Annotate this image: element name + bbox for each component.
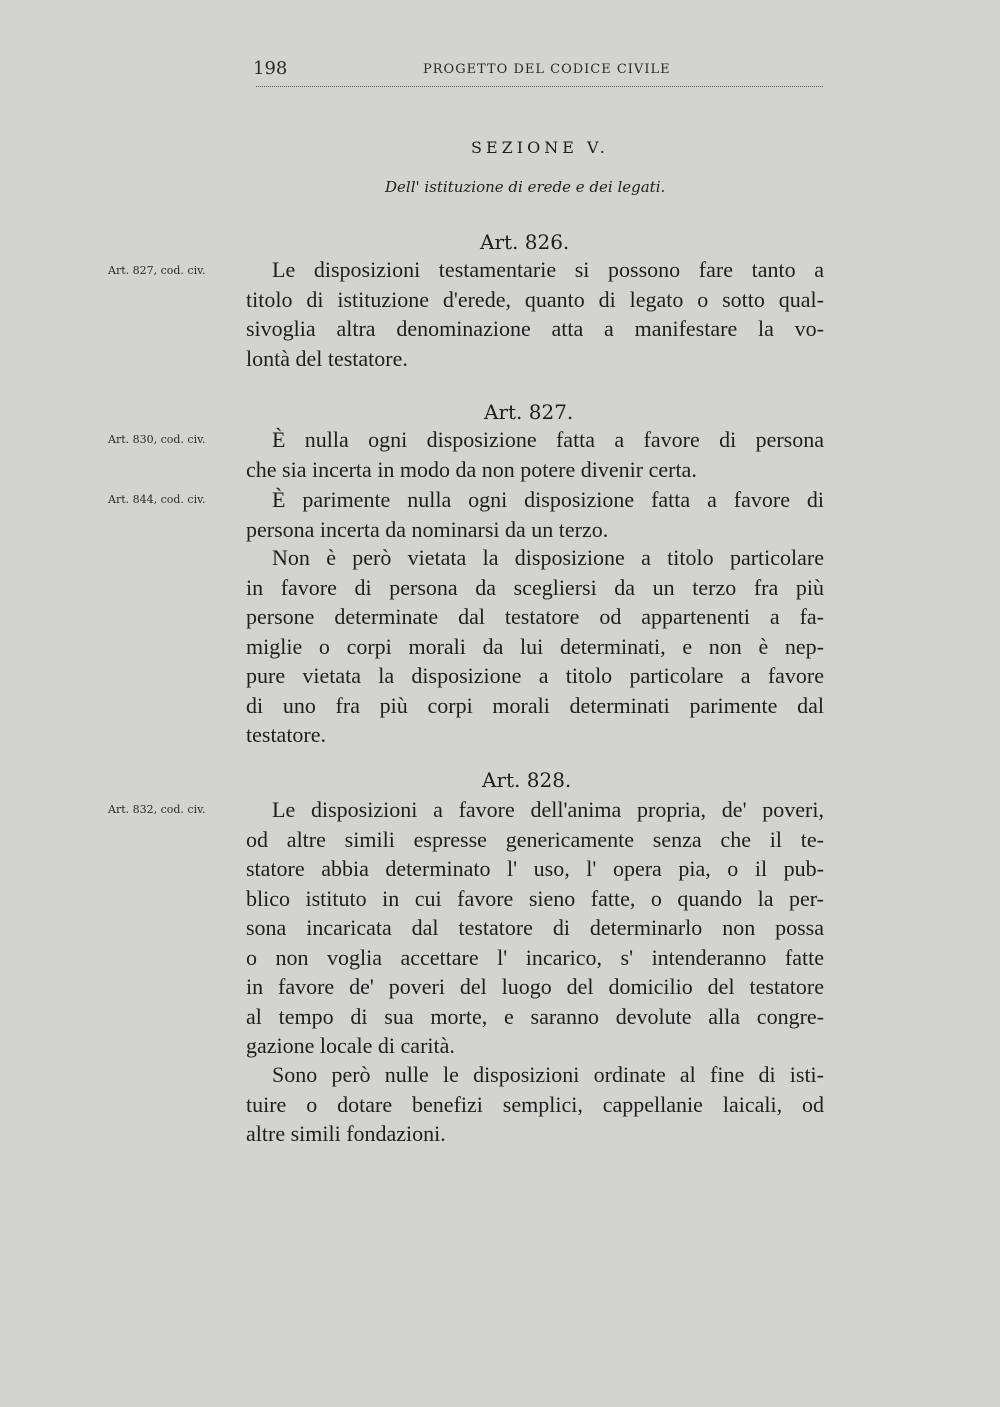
article-828-heading: Art. 828. xyxy=(482,768,572,792)
text-line: o non voglia accettare l' incarico, s' intenderanno fatte xyxy=(246,944,824,970)
text-line: Le disposizioni a favore dell'anima propria, de' poveri, xyxy=(272,797,824,822)
margin-note: Art. 827, cod. civ. xyxy=(108,264,206,277)
text-line: pure vietata la disposizione a titolo particolare a favore xyxy=(246,663,824,688)
text-line: È nulla ogni disposizione fatta a favore di persona xyxy=(272,427,824,452)
text-line: di uno fra più corpi morali determinati parimente dal xyxy=(246,692,824,718)
article-826-heading: Art. 826. xyxy=(480,230,570,254)
margin-note: Art. 830, cod. civ. xyxy=(108,433,206,446)
text-line: lontà del testatore. xyxy=(246,345,408,371)
text-line: Sono però nulle le disposizioni ordinate al fine di isti- xyxy=(272,1062,824,1087)
article-828-paragraph-1 xyxy=(246,795,824,1061)
text-line: che sia incerta in modo da non potere divenir certa. xyxy=(246,456,697,482)
text-line: miglie o corpi morali da lui determinati, e non è nep- xyxy=(246,633,824,659)
text-line: sona incaricata dal testatore di determinarlo non possa xyxy=(246,915,824,940)
text-line: persona incerta da nominarsi da un terzo. xyxy=(246,516,609,542)
article-828-paragraph-2 xyxy=(246,1060,824,1149)
text-line: È parimente nulla ogni disposizione fatta a favore di xyxy=(272,487,824,512)
header-rule xyxy=(256,86,823,87)
text-line: persone determinate dal testatore od appartenenti a fa- xyxy=(246,604,824,629)
margin-note: Art. 832, cod. civ. xyxy=(108,803,206,816)
text-line: od altre simili espresse genericamente senza che il te- xyxy=(246,826,824,852)
text-line: in favore de' poveri del luogo del domicilio del testatore xyxy=(246,974,824,999)
article-827-paragraph-2 xyxy=(246,485,824,544)
text-line: altre simili fondazioni. xyxy=(246,1121,446,1146)
article-827-paragraph-3 xyxy=(246,543,824,750)
section-subtitle: Dell' istituzione di erede e dei legati. xyxy=(385,178,666,196)
article-827-heading: Art. 827. xyxy=(484,400,574,424)
text-line: al tempo di sua morte, e saranno devolute alla congre- xyxy=(246,1003,824,1029)
article-827-paragraph-1 xyxy=(246,425,824,484)
page-number: 198 xyxy=(253,58,288,79)
margin-note: Art. 844, cod. civ. xyxy=(108,493,206,506)
text-line: Non è però vietata la disposizione a titolo particolare xyxy=(272,545,824,570)
text-line: testatore. xyxy=(246,722,327,747)
text-line: in favore di persona da scegliersi da un terzo fra più xyxy=(246,574,824,600)
text-line: statore abbia determinato l' uso, l' opera pia, o il pub- xyxy=(246,856,824,881)
text-line: tuire o dotare benefizi semplici, cappellanie laicali, od xyxy=(246,1091,824,1117)
text-line: Le disposizioni testamentarie si possono fare tanto a xyxy=(272,257,824,282)
section-title: SEZIONE V. xyxy=(471,138,609,157)
text-line: titolo di istituzione d'erede, quanto di legato o sotto qual- xyxy=(246,286,824,312)
article-826-paragraph-1 xyxy=(246,255,824,373)
text-line: sivoglia altra denominazione atta a manifestare la vo- xyxy=(246,316,824,341)
running-title: PROGETTO DEL CODICE CIVILE xyxy=(423,62,671,77)
text-line: blico istituto in cui favore sieno fatte, o quando la per- xyxy=(246,885,824,911)
text-line: gazione locale di carità. xyxy=(246,1033,455,1058)
